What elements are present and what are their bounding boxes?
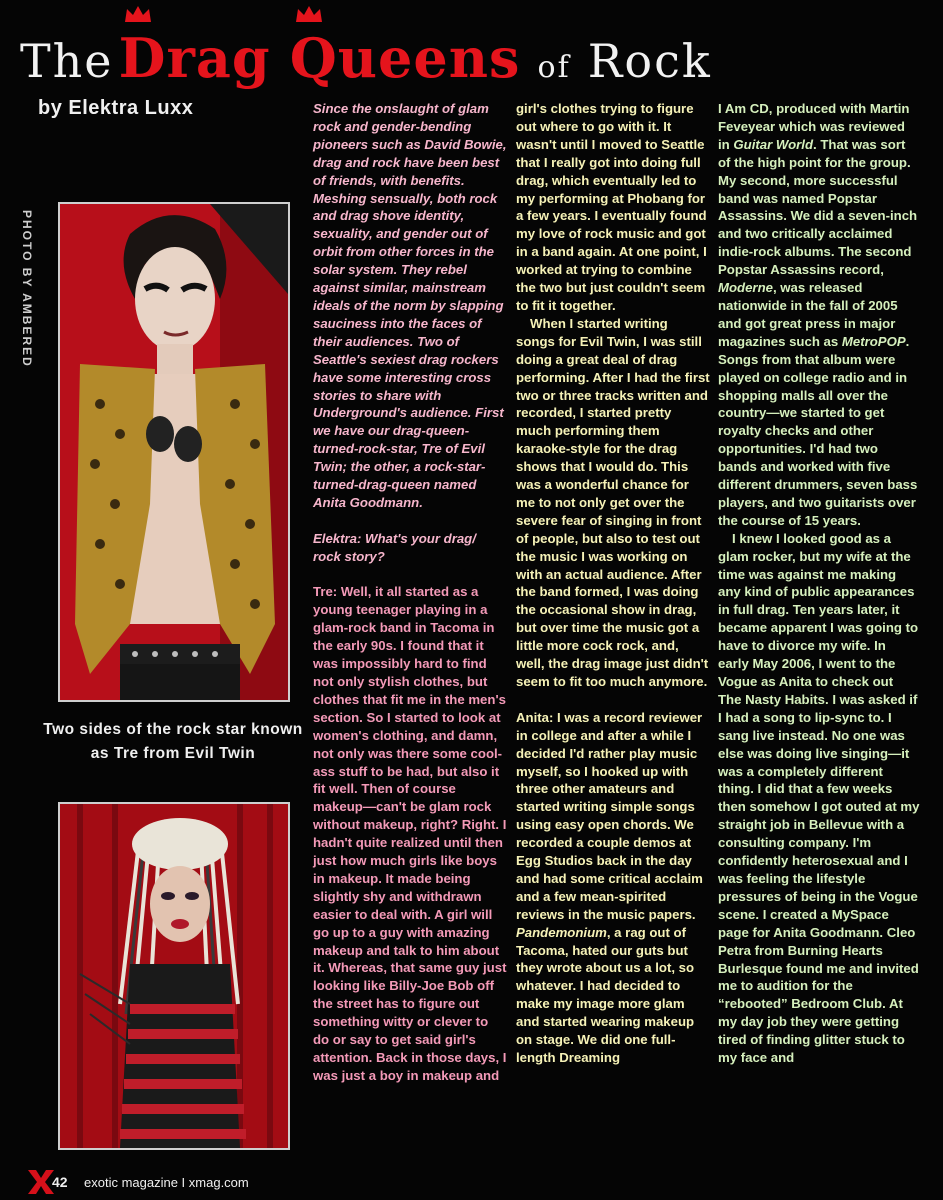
photo-credit (6, 210, 62, 530)
anita-bands-text-4: . Songs from that album were played on college radio and in shopping malls all over the country—we started to get royalty checks and other opportunities. I'd had two bands and worked with five different drummers, seven bass players, and two guitarists over the course of 15 years. (718, 333, 918, 528)
metropop-title: MetroPOP (841, 333, 906, 349)
title-word-drag (119, 26, 271, 90)
anita-vogue-paragraph: I knew I looked good as a glam rocker, but my wife at the time was against me making any kind of public appearances in full drag. Ten years later, it became apparent I was going to have to divorce my wife. In early May 2006, I went to the Vogue as Anita to check out The Nasty Habits. I was asked if I had a song to lip-sync to. I sang live instead. No one was else was doing live singing—it was a completely different thing. I did that a few weeks then somehow I got outed at my straight job in Bellevue with a consulting company. I'm confidently heterosexual and I was feeling the lifestyle pressures of being in the Vogue scene. I created a MySpace page for Anita Goodmann. Cleo Petra from Burning Hearts Burlesque found me and invited me to audition for the “rebooted” Bedroom Club. At my day job they were getting tired of finding glitter stuck to my face and (718, 530, 920, 1066)
footer-text: exotic magazine I xmag.com (84, 1175, 249, 1190)
tre-answer-continued: girl's clothes trying to figure out where to go with it. It wasn't until I moved to Seattle that I really got into doing full drag, which eventually led to my performing at Phobang for a few years. I eventually found my love of rock music and got in a band again. At one point, I worked at trying to combine the two but just couldn't seem to fit it together. (516, 101, 707, 313)
interview-question: Elektra: What's your drag/ rock story? (313, 530, 476, 564)
tre-answer-paragraph: Tre: Well, it all started as a young teenager playing in a glam-rock band in Tacoma in the early 90s. I found that it was impossibly hard to find not only stylish clothes, but clothes that fit me in the men's section. So I started to look at women's clothing, and damn, not only was there some cool-ass stuff to be had, but also it fit well. Then of course makeup—can't be glam rock without makeup, right? Right. I hadn't quite realized until then just how much girls like boys in makeup. It made being slightly shy and withdrawn easier to deal with. A girl will go up to a guy with amazing makeup and talk to him about it. Whereas, that same guy just looking like Billy-Joe Bob off the street has to figure out something witty or clever to do or say to get said girl's attention. Back in those days, I was just a boy in makeup and (313, 584, 507, 1083)
anita-answer-text: Anita: I was a record reviewer in college and after a while I decided I'd rather play music myself, so I hooked up with three other amateurs and started writing simple songs using easy open chords. We recorded a couple demos at Egg Studios back in the day and had some critical acclaim and a few mean-spirited reviews in the music papers. (516, 709, 703, 922)
article-title (20, 26, 930, 96)
anita-answer-text-2: , a rag out of Tacoma, hated our guts but they wrote about us a lot, so whatever. I had decided to make my image more glam and started wearing makeup on stage. We did one full-length Dreaming (516, 924, 695, 1066)
photo-credit-text: PHOTO BY AMBERED (20, 210, 34, 368)
photo-caption: Two sides of the rock star known as Tre from Evil Twin (43, 721, 303, 762)
pandemonium-title: Pandemonium (516, 924, 607, 940)
page-footer (26, 1168, 426, 1194)
article-column-3 (718, 100, 920, 1067)
photo-tre-rock (58, 202, 290, 702)
title-word-rock: Rock (587, 34, 712, 88)
drag-portrait-illustration (60, 804, 288, 1148)
title-drag-text: Drag (118, 26, 271, 90)
crown-icon (123, 4, 153, 24)
anita-bands-text-3: , was released nationwide in the fall of 2005 and got great press in major magazines such as (718, 280, 898, 349)
article-column-2 (516, 100, 710, 1067)
intro-paragraph: Since the onslaught of glam rock and gender-bending pioneers such as David Bowie, drag and rock have been best of friends, with benefits. Meshing sensually, both rock and drag shove identity, sexuality, and gender out of orbit from other forces in the solar system. They rebel against similar, mainstream ideals of the norm by slapping sauciness into the faces of their audiences. Two of Seattle's sexiest drag rockers have some interesting cross stories to share with Underground's audience. First we have our drag-queen-turned-rock-star, Tre of Evil Twin; the other, a rock-star-turned-drag-queen named Anita Goodmann. (313, 101, 507, 510)
anita-bands-text: I Am CD, produced with Martin Feveyear which was reviewed in (718, 101, 910, 152)
tre-evil-twin-paragraph: When I started writing songs for Evil Twin, I was still doing a great deal of drag performing. After I had the first two or three tracks written and recorded, I started pretty much performing them karaoke-style for the drag shows that I would do. This was a wonderful chance for me to not only get over the severe fear of singing in front of people, but also to test out the music I was working on with an actual audience. After the band formed, I was doing the occasional show in drag, but over time the music got a little more cock rock, and, well, the drag image just didn't seem to fit too much anymore. (516, 315, 710, 689)
crown-icon (294, 4, 324, 24)
anita-answer-paragraph (516, 709, 710, 1067)
title-queens-text: Queens (289, 26, 521, 90)
title-word-of: of (537, 50, 571, 85)
portrait-illustration (60, 204, 288, 700)
article-column-1 (313, 100, 507, 1085)
photo-tre-drag (58, 802, 290, 1150)
anita-bands-text-2: . That was sort of the high point for the group. My second, more successful band was named Popstar Assassins. We did a seven-inch and two critically acclaimed indie-rock albums. The second Popstar Assassins record, (718, 136, 918, 278)
title-word-queens (290, 26, 521, 90)
guitar-world-title: Guitar World (733, 136, 814, 152)
byline: by Elektra Luxx (38, 97, 194, 119)
page-number: 42 (52, 1174, 68, 1190)
title-word-the: The (20, 34, 114, 88)
moderne-title: Moderne (718, 280, 773, 296)
anita-bands-paragraph (718, 100, 920, 530)
